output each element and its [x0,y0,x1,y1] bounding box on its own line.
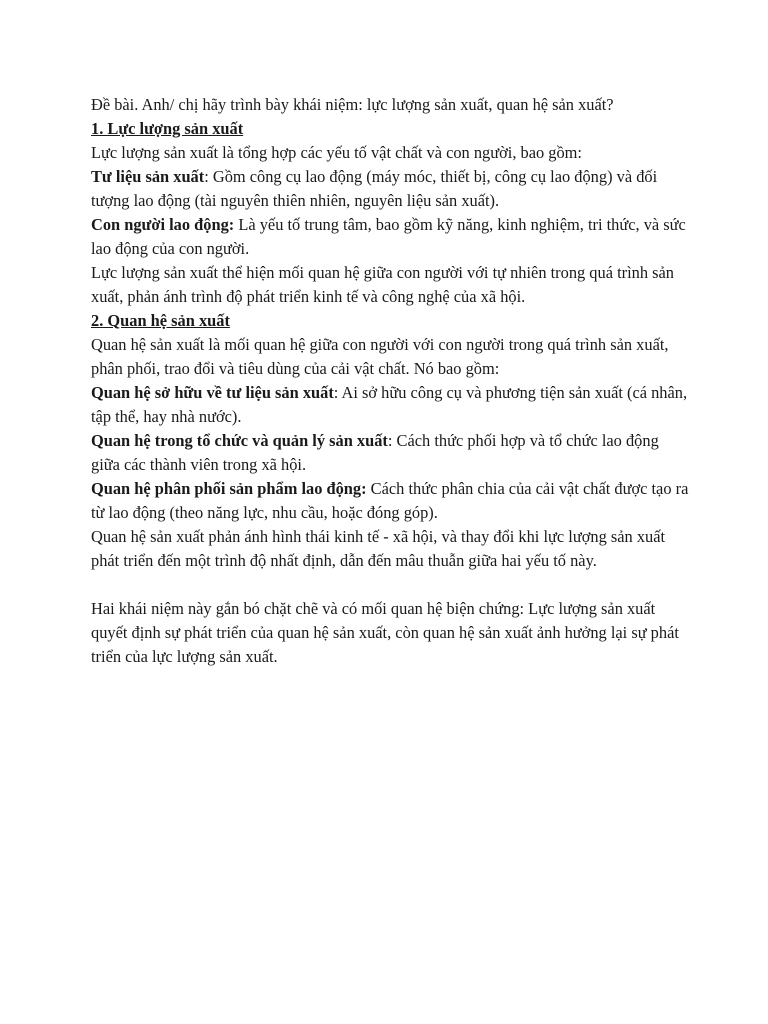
section-2-item-1-text: : Ai sở hữu công cụ và phương tiện sản xuất (cá nhân, tập thể, hay nhà nước). [91,383,688,426]
section-1-intro: Lực lượng sản xuất là tổng hợp các yếu tố vật chất và con người, bao gồm: [91,143,582,162]
section-2-conclusion: Quan hệ sản xuất phản ánh hình thái kinh tế - xã hội, và thay đổi khi lực lượng sản xuất phát triển đến một trình độ nhất định, dẫn đến mâu thuẫn giữa hai yếu tố này. [91,527,666,570]
section-2-item-3 [91,477,691,525]
section-2-item-1-term: Quan hệ sở hữu về tư liệu sản xuất [91,383,334,402]
section-2-item-2-term: Quan hệ trong tổ chức và quản lý sản xuất [91,431,388,450]
section-1-item-2-text: Là yếu tố trung tâm, bao gồm kỹ năng, kinh nghiệm, tri thức, và sức lao động của con người. [91,215,686,258]
section-2-heading: 2. Quan hệ sản xuất [91,311,230,330]
question-text: Đề bài. Anh/ chị hãy trình bày khái niệm: lực lượng sản xuất, quan hệ sản xuất? [91,95,614,114]
section-1-item-2 [91,213,691,261]
section-1-item-1-text: : Gồm công cụ lao động (máy móc, thiết bị, công cụ lao động) và đối tượng lao động (tài nguyên thiên nhiên, nguyên liệu sản xuất). [91,167,658,210]
section-2-item-3-term: Quan hệ phân phối sản phẩm lao động: [91,479,367,498]
summary-paragraph: Hai khái niệm này gắn bó chặt chẽ và có mối quan hệ biện chứng: Lực lượng sản xuất quyết định sự phát triển của quan hệ sản xuất, còn quan hệ sản xuất ảnh hưởng lại sự phát triển của lực lượng sản xuất. [91,599,679,666]
section-2-intro: Quan hệ sản xuất là mối quan hệ giữa con người với con người trong quá trình sản xuất, phân phối, trao đổi và tiêu dùng của cải vật chất. Nó bao gồm: [91,335,669,378]
section-2-item-2 [91,429,691,477]
section-1-conclusion: Lực lượng sản xuất thể hiện mối quan hệ giữa con người với tự nhiên trong quá trình sản xuất, phản ánh trình độ phát triển kinh tế và công nghệ của xã hội. [91,263,674,306]
document-body [91,93,691,669]
section-2-item-2-text: : Cách thức phối hợp và tổ chức lao động giữa các thành viên trong xã hội. [91,431,659,474]
blank-line [91,573,691,597]
section-1-heading: 1. Lực lượng sản xuất [91,119,244,138]
section-1-item-2-term: Con người lao động: [91,215,235,234]
section-1-item-1 [91,165,691,213]
section-1-item-1-term: Tư liệu sản xuất [91,167,205,186]
section-2-item-3-text: Cách thức phân chia của cải vật chất được tạo ra từ lao động (theo năng lực, nhu cầu, hoặc đóng góp). [91,479,689,522]
section-2-item-1 [91,381,691,429]
